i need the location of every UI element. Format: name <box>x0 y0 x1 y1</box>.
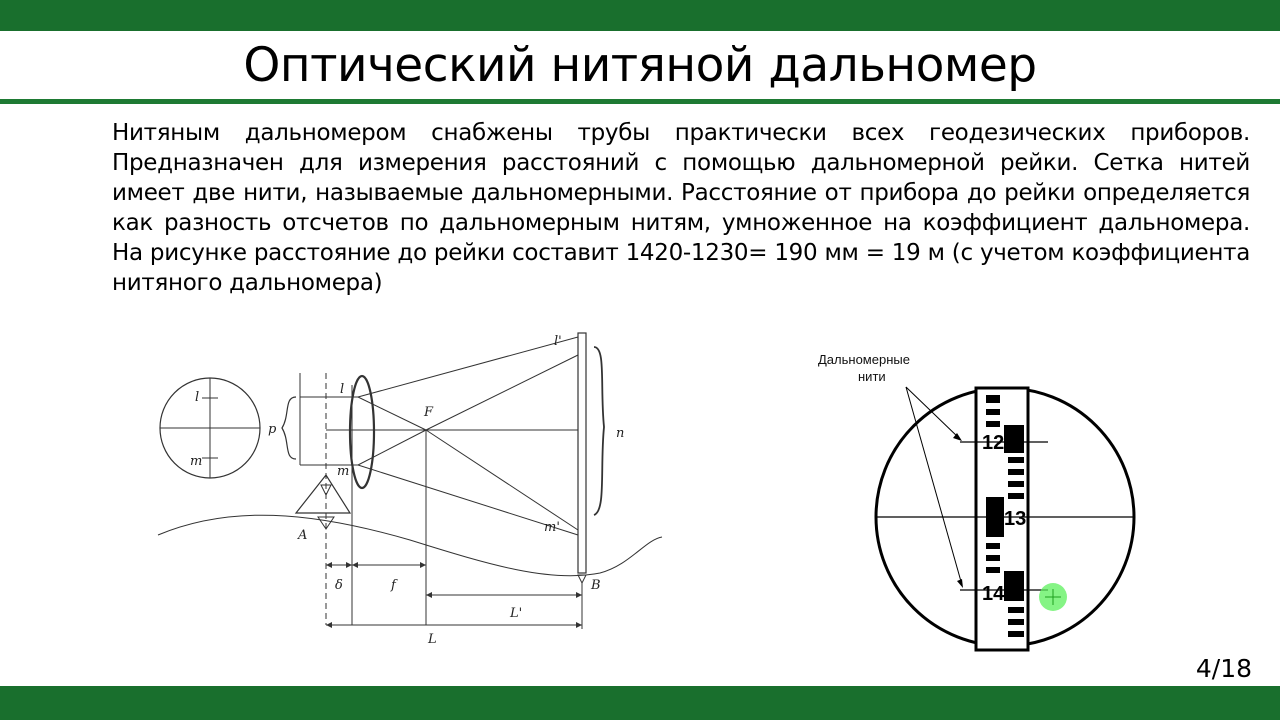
label-l-prime-distance: L' <box>510 606 523 621</box>
p-brace <box>282 397 296 459</box>
instrument-tripod <box>296 475 350 513</box>
ray-upper <box>358 337 578 397</box>
rod-number-12: 12 <box>982 432 1005 454</box>
top-banner <box>0 0 1280 31</box>
caption-line-2: нити <box>858 369 886 384</box>
label-lens-l: l <box>340 382 345 397</box>
rangefinder-optics-diagram <box>150 325 670 655</box>
caption-line-1: Дальномерные <box>818 352 910 367</box>
leveling-rod <box>578 333 586 573</box>
n-brace <box>594 347 604 515</box>
label-reticle-m: m <box>190 454 203 469</box>
objective-lens <box>350 376 374 488</box>
label-f: f <box>391 578 396 593</box>
label-point-a: A <box>298 528 308 543</box>
label-rod-l-prime: l' <box>554 334 562 349</box>
label-focus-f: F <box>424 405 434 420</box>
body-paragraph: Нитяным дальномером снабжены трубы практически всех геодезических приборов. Предназначен для измерения расстояний с помощью дальномерной рейки. Сетка нитей имеет две нити, называемые дальномерными. Расстояние от прибора до рейки определяется как разность отсчетов по дальномерным нитям, умноженное на коэффициент дальномера. На рисунке расстояние до рейки составит 1420-1230= 190 мм = 19 м (с учетом коэффициента нитяного дальномера) <box>112 120 1250 296</box>
label-l-distance: L <box>428 632 437 647</box>
bottom-banner <box>0 686 1280 720</box>
page-number: 4/18 <box>1195 654 1252 683</box>
slide-title: Оптический нитяной дальномер <box>243 38 1037 93</box>
telescope-view-diagram <box>810 345 1150 665</box>
label-point-b: B <box>591 578 601 593</box>
label-delta: δ <box>335 578 343 593</box>
rod-number-13: 13 <box>1004 508 1027 530</box>
rod-number-14: 14 <box>982 583 1005 605</box>
label-p: p <box>268 422 277 437</box>
label-n: n <box>616 426 625 441</box>
rod-base-marker <box>578 575 586 583</box>
label-reticle-l: l <box>195 390 200 405</box>
label-rod-m-prime: m' <box>544 520 560 535</box>
title-underline <box>0 99 1280 104</box>
label-lens-m: m <box>337 464 350 479</box>
